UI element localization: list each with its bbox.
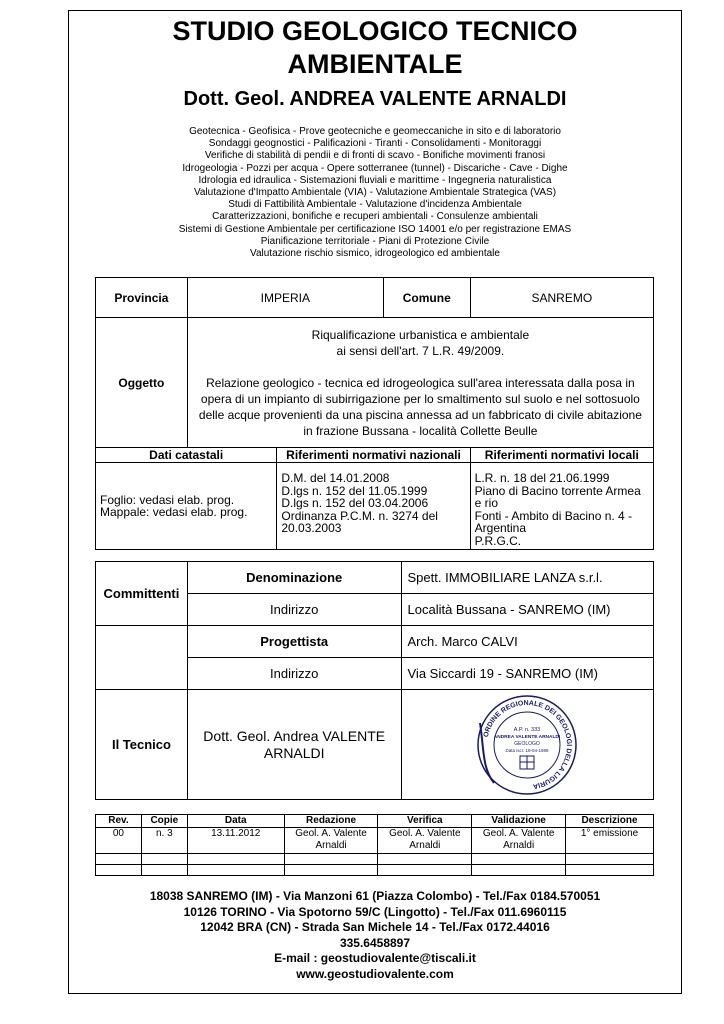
catastali-cell — [96, 463, 277, 550]
service-line: Valutazione d'Impatto Ambientale (VIA) - Valutazione Ambientale Strategica (VAS) — [193, 187, 557, 199]
indirizzo-label: Indirizzo — [187, 594, 401, 626]
revision-table — [95, 814, 654, 876]
service-line: Sondaggi geognostici - Palificazioni - Tiranti - Consolidamenti - Monitoraggi — [208, 138, 542, 150]
indirizzo-value: Località Bussana - SANREMO (IM) — [401, 594, 654, 626]
footer-line: 335.6458897 — [339, 935, 411, 950]
oggetto-title-line: ai sensi dell'art. 7 L.R. 49/2009. — [336, 343, 505, 358]
verifica-cell: Geol. A. Valente Arnaldi — [378, 828, 472, 854]
footer-line: 12042 BRA (CN) - Strada San Michele 14 - Tel./Fax 0172.44016 — [200, 920, 550, 934]
oggetto-description: Relazione geologico - tecnica ed idrogeologica sull'area interessata dalla posa in opera di un impianto di subirrigazione per lo smaltimento sul suolo e nel sottosuolo delle acque provenienti da una piscina annessa ad un fabbricato di civile abitazione in frazione Bussana - località Collette Beulle — [198, 375, 642, 438]
nazionali-line: 20.03.2003 — [281, 521, 342, 535]
nazionali-cell — [277, 463, 470, 550]
locali-cell — [470, 463, 653, 550]
footer-line: 10126 TORINO - Via Spotorno 59/C (Lingotto) - Tel./Fax 011.6960115 — [183, 904, 567, 919]
project-info-table — [95, 277, 654, 550]
catastali-line: Mappale: vedasi elab. prog. — [100, 505, 248, 519]
copie-header: Copie — [141, 815, 187, 828]
stamp-line: A.P. n. 333 — [513, 726, 541, 733]
service-line: Caratterizzazioni, bonifiche e recuperi ambientali - Consulenze ambientali — [212, 211, 538, 223]
locali-line: L.R. n. 18 del 21.06.1999 — [474, 471, 610, 485]
rev-header: Rev. — [96, 815, 142, 828]
tecnico-label: Il Tecnico — [96, 690, 188, 800]
committenti-label: Committenti — [96, 562, 188, 626]
provincia-value: IMPERIA — [187, 278, 383, 318]
stamp-emblem-icon — [520, 756, 534, 769]
oggetto-content — [187, 318, 653, 448]
progettista-label: Progettista — [187, 626, 401, 658]
footer-website: www.geostudiovalente.com — [296, 966, 454, 981]
nazionali-line: D.M. del 14.01.2008 — [281, 471, 390, 485]
locali-line: Argentina — [474, 521, 527, 535]
catastali-line: Foglio: vedasi elab. prog. — [100, 492, 235, 507]
indirizzo2-value: Via Siccardi 19 - SANREMO (IM) — [401, 658, 654, 690]
progettista-value: Arch. Marco CALVI — [401, 626, 654, 658]
service-line: Sistemi di Gestione Ambientale per certificazione ISO 14001 e/o per registrazione EMAS — [178, 223, 572, 235]
redazione-cell: Geol. A. Valente Arnaldi — [284, 828, 378, 854]
descrizione-cell: 1° emissione — [566, 828, 654, 854]
validazione-header: Validazione — [472, 815, 566, 828]
data-header: Data — [187, 815, 284, 828]
service-line: Geotecnica - Geofisica - Prove geotecniche e geomeccaniche in sito e di laboratorio — [189, 126, 561, 137]
denominazione-label: Denominazione — [187, 562, 401, 594]
indirizzo2-label: Indirizzo — [187, 658, 401, 690]
stamp-line: ANDREA VALENTE ARNALDI — [494, 734, 561, 740]
nazionali-line: D.lgs n. 152 del 11.05.1999 — [281, 483, 428, 498]
oggetto-label: Oggetto — [96, 318, 188, 448]
stamp-ring-text: ORDINE REGIONALE DEI GEOLOGI DELLA LIGURIA — [483, 699, 573, 790]
locali-line: Piano di Bacino torrente Armea e rio — [474, 483, 641, 510]
locali-line: Fonti - Ambito di Bacino n. 4 - — [474, 508, 633, 523]
footer-email: E-mail : geostudiovalente@tiscali.it — [274, 951, 476, 965]
redazione-header: Redazione — [284, 815, 378, 828]
tecnico-name-line: Dott. Geol. Andrea VALENTE — [203, 727, 386, 744]
service-line: Verifiche di stabilità di pendii e di fronti di scavo - Bonifiche movimenti franosi — [204, 150, 546, 162]
nazionali-line: D.lgs n. 152 del 03.04.2006 — [281, 496, 429, 510]
validazione-cell: Geol. A. Valente Arnaldi — [472, 828, 566, 854]
nazionali-header: Riferimenti normativi nazionali — [277, 448, 470, 463]
author-name: Dott. Geol. ANDREA VALENTE ARNALDI — [183, 88, 567, 110]
studio-title: STUDIO GEOLOGICO TECNICO — [172, 16, 578, 46]
committenti-table — [95, 561, 654, 800]
tecnico-name — [187, 690, 401, 800]
service-line: Idrogeologia - Pozzi per acqua - Opere sotterranee (tunnel) - Discariche - Cave - Dighe — [182, 162, 568, 174]
comune-label: Comune — [383, 278, 470, 318]
denominazione-value: Spett. IMMOBILIARE LANZA s.r.l. — [401, 562, 654, 594]
footer-line: 18038 SANREMO (IM) - Via Manzoni 61 (Piazza Colombo) - Tel./Fax 0184.570051 — [149, 889, 601, 903]
stamp-line: Data iscr. 19-04-1989 — [505, 747, 549, 753]
descrizione-header: Descrizione — [566, 815, 654, 828]
tecnico-name-line: ARNALDI — [263, 744, 325, 761]
oggetto-title-line: Riqualificazione urbanistica e ambientale — [311, 327, 530, 342]
copie-cell: n. 3 — [141, 828, 187, 854]
service-line: Studi di Fattibilità Ambientale - Valutazione d'incidenza Ambientale — [228, 199, 522, 211]
footer-contacts — [68, 889, 682, 982]
provincia-label: Provincia — [96, 278, 188, 318]
locali-header: Riferimenti normativi locali — [470, 448, 653, 463]
service-line: Pianificazione territoriale - Piani di Protezione Civile — [260, 235, 490, 247]
locali-line: P.R.G.C. — [474, 533, 522, 548]
nazionali-line: Ordinanza P.C.M. n. 3274 del — [281, 508, 438, 523]
verifica-header: Verifica — [378, 815, 472, 828]
services-list — [68, 126, 682, 260]
stamp-cell — [401, 690, 654, 800]
stamp-line: GEOLOGO — [514, 740, 541, 747]
service-line: Idrologia ed idraulica - Sistemazioni fluviali e marittime - Ingegneria naturalistica — [198, 174, 552, 186]
studio-title-2: AMBIENTALE — [287, 49, 463, 79]
data-cell: 13.11.2012 — [187, 828, 284, 854]
catastali-header: Dati catastali — [96, 448, 277, 463]
comune-value: SANREMO — [470, 278, 653, 318]
geologist-stamp — [472, 693, 582, 797]
service-line: Valutazione rischio sismico, idrogeologico ed ambientale — [250, 248, 500, 260]
rev-cell: 00 — [96, 828, 142, 854]
